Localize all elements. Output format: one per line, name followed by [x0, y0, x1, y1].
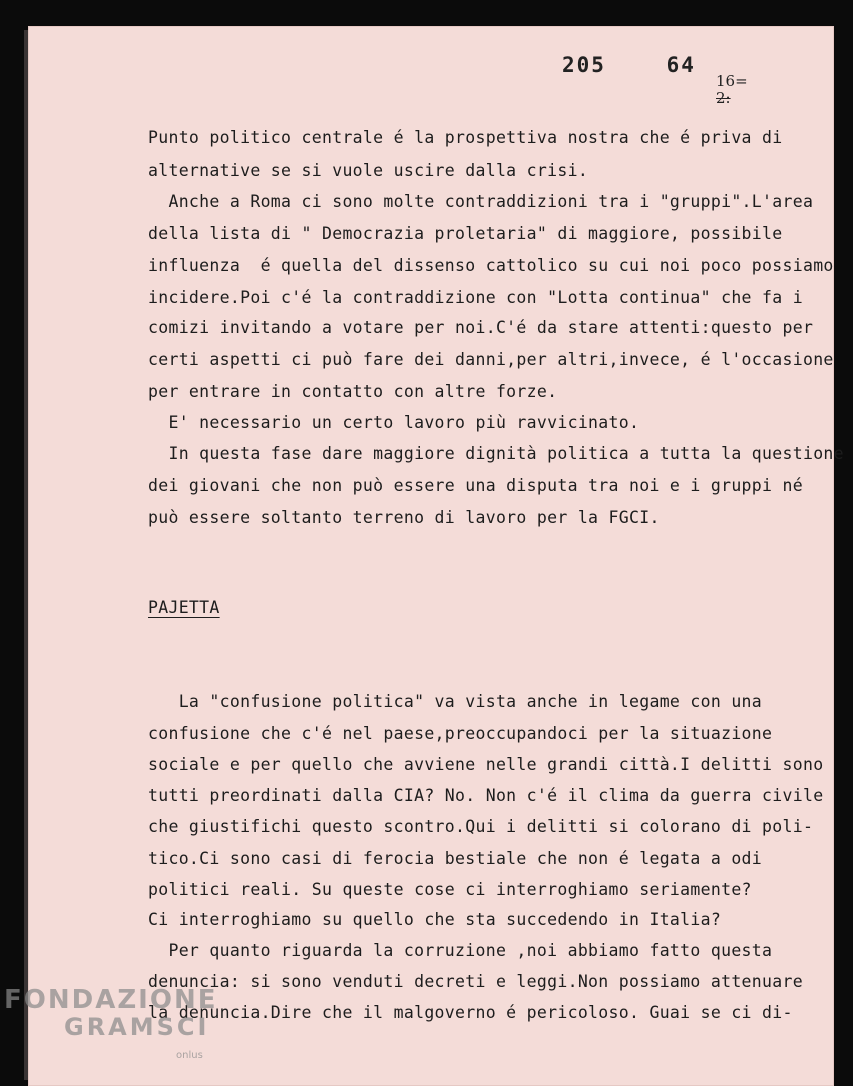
section-heading: PAJETTA	[148, 598, 220, 617]
text-line: può essere soltanto terreno di lavoro per la FGCI.	[148, 508, 660, 527]
text-line: tico.Ci sono casi di ferocia bestiale che non é legata a odi	[148, 849, 763, 868]
text-line: denuncia: si sono venduti decreti e leggi.Non possiamo attenuare	[148, 972, 803, 991]
handwritten-note	[716, 73, 748, 107]
text-line: alternative se si vuole uscire dalla crisi.	[148, 161, 589, 180]
text-line: dei giovani che non può essere una disputa tra noi e i gruppi né	[148, 476, 803, 495]
page-numbers	[562, 53, 696, 77]
text-line: tutti preordinati dalla CIA? No. Non c'é il clima da guerra civile	[148, 786, 824, 805]
text-line: Punto politico centrale é la prospettiva nostra che é priva di	[148, 128, 783, 147]
text-line: Ci interroghiamo su quello che sta succedendo in Italia?	[148, 910, 722, 929]
text-line: comizi invitando a votare per noi.C'é da stare attenti:questo per	[148, 318, 814, 337]
watermark-line-2: GRAMSCI	[64, 1013, 210, 1041]
watermark-line-3: onlus	[176, 1050, 203, 1061]
text-line: incidere.Poi c'é la contraddizione con "Lotta continua" che fa i	[148, 288, 803, 307]
watermark-line-1: FONDAZIONE	[4, 985, 218, 1015]
text-line: confusione che c'é nel paese,preoccupandoci per la situazione	[148, 724, 773, 743]
text-line: influenza é quella del dissenso cattolico su cui noi poco possiamo	[148, 256, 834, 275]
text-line: In questa fase dare maggiore dignità politica a tutta la questione	[148, 444, 844, 463]
text-line: politici reali. Su queste cose ci interroghiamo seriamente?	[148, 880, 752, 899]
text-line: La "confusione politica" va vista anche in legame con una	[148, 692, 763, 711]
page-number-left: 205	[562, 53, 606, 77]
text-line: che giustifichi questo scontro.Qui i delitti si colorano di poli-	[148, 817, 814, 836]
text-line: la denuncia.Dire che il malgoverno é pericoloso. Guai se ci di-	[148, 1003, 793, 1022]
text-line: certi aspetti ci può fare dei danni,per altri,invece, é l'occasione	[148, 350, 834, 369]
fondazione-gramsci-watermark	[4, 985, 218, 1061]
page-number-right: 64	[666, 53, 696, 77]
text-line: Per quanto riguarda la corruzione ,noi abbiamo fatto questa	[148, 941, 773, 960]
text-line: Anche a Roma ci sono molte contraddizioni tra i "gruppi".L'area	[148, 192, 814, 211]
text-line: della lista di " Democrazia proletaria" di maggiore, possibile	[148, 224, 783, 243]
handwritten-note-bottom: 2:	[716, 89, 731, 107]
text-line: sociale e per quello che avviene nelle grandi città.I delitti sono	[148, 755, 824, 774]
text-line: E' necessario un certo lavoro più ravvicinato.	[148, 413, 640, 432]
text-line: per entrare in contatto con altre forze.	[148, 382, 558, 401]
handwritten-note-top: 16=	[716, 72, 748, 90]
